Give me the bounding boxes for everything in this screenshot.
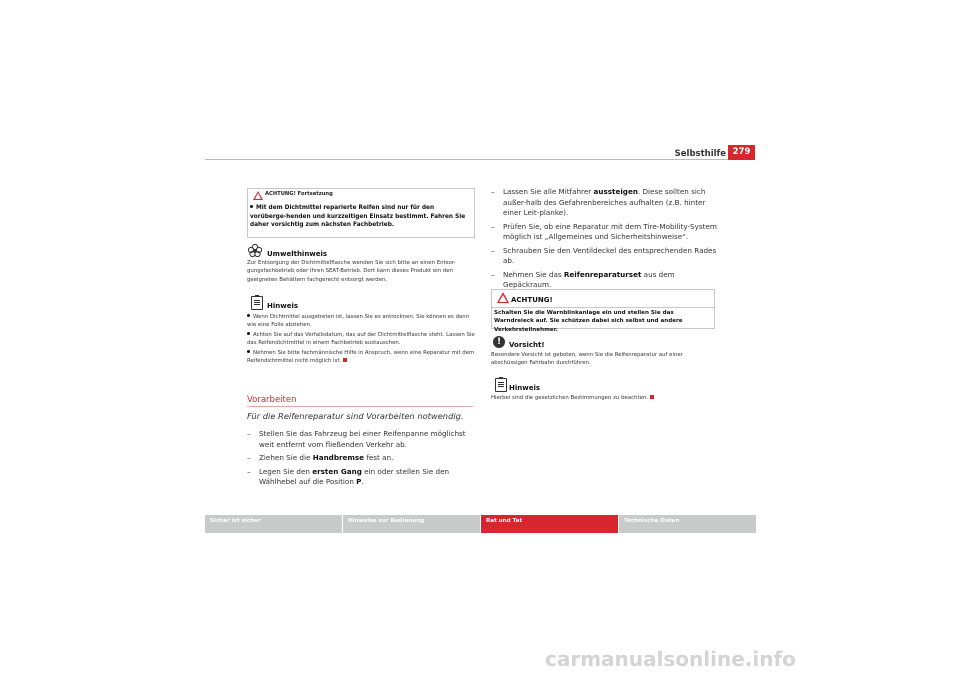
note-clipboard-icon	[495, 378, 507, 392]
tab-technische-daten[interactable]: Technische Daten	[619, 515, 756, 533]
bullet-icon	[250, 205, 253, 208]
dash-marker: –	[491, 245, 495, 255]
header-rule	[205, 159, 755, 160]
step-text: Prüfen Sie, ob eine Reparatur mit dem Tire-Mobility-System möglich ist „Allgemeines und Sicherheitshinweise“.	[503, 221, 717, 241]
step-text: . Diese sollten sich außer-halb des Gefahrenbereiches aufhalten (z.B. hinter einer Leit-planke).	[503, 187, 706, 217]
end-mark-icon	[343, 358, 347, 362]
warning-continued-text	[250, 204, 472, 230]
section-title: Vorarbeiten	[247, 395, 297, 405]
warning-continued-box	[247, 188, 475, 238]
list-item	[247, 331, 475, 348]
note-item-text: Hierbei sind die gesetzlichen Bestimmungen zu beachten.	[491, 395, 649, 401]
step-emphasis: Handbremse	[312, 453, 365, 462]
note-title: Hinweis	[509, 384, 541, 392]
note-item-text: Wenn Dichtmittel ausgetreten ist, lassen Sie es antrocknen. Sie können es dann wie eine Folie abziehen.	[247, 314, 470, 329]
caution-text: Besondere Vorsicht ist geboten, wenn Sie die Reifenreparatur auf einer abschüssigen Fahrbahn durchführen.	[491, 352, 683, 367]
step-emphasis: P	[356, 477, 362, 486]
page-title: Selbsthilfe	[674, 149, 726, 159]
list-item	[247, 467, 475, 488]
note-list	[247, 313, 475, 366]
bullet-icon	[247, 350, 250, 353]
step-text: Nehmen Sie das	[503, 269, 564, 279]
warning-box	[491, 289, 715, 333]
environment-title: Umwelthinweis	[267, 250, 328, 258]
step-text: Legen Sie den	[259, 466, 313, 476]
flower-icon	[248, 244, 262, 257]
note-item-text: Nehmen Sie bitte fachmännische Hilfe in Anspruch, wenn eine Reparatur mit dem Reifendichtmittel nicht möglich ist.	[247, 349, 475, 365]
tab-hinweise-zur-bedienung[interactable]: Hinweise zur Bedienung	[343, 515, 480, 533]
tab-sicher-ist-sicher[interactable]: Sicher ist sicher	[205, 515, 342, 533]
caution-title: Vorsicht!	[509, 341, 545, 349]
warning-triangle-icon	[497, 292, 509, 303]
bullet-icon	[247, 332, 250, 335]
dash-marker: –	[491, 187, 495, 196]
dash-marker: –	[491, 269, 495, 279]
exclamation-icon: !	[493, 336, 505, 348]
list-item	[247, 453, 475, 464]
note-item-text: Achten Sie auf das Verfallsdatum, das auf der Dichtmittelflasche steht. Lassen Sie das Reifendichtmittel in einem Fachbetrieb austauschen.	[247, 331, 475, 347]
list-item	[247, 429, 475, 450]
list-item	[491, 246, 719, 267]
list-item	[491, 222, 719, 243]
warning-text: Mit dem Dichtmittel reparierte Reifen sind nur für den vorüberge-henden und kurzzeitigen Einsatz bestimmt. Fahren Sie daher vorsichtig zum nächsten Fachbetrieb.	[250, 205, 466, 228]
list-item	[491, 187, 719, 219]
note-clipboard-icon	[251, 296, 263, 310]
step-emphasis: aussteigen	[593, 187, 638, 196]
warning-title: ACHTUNG!	[511, 296, 553, 304]
dash-marker: –	[247, 466, 251, 476]
note-title: Hinweis	[267, 302, 299, 310]
warning-continued-label: ACHTUNG! Fortsetzung	[265, 191, 333, 197]
step-text: Schrauben Sie den Ventildeckel des entsprechenden Rades ab.	[503, 245, 717, 265]
dash-marker: –	[247, 453, 251, 462]
warning-box-header	[248, 188, 474, 200]
list-item	[247, 349, 475, 366]
environment-text: Zur Entsorgung der Dichtmittelflasche wenden Sie sich bitte an einen Entsor-gungsfachbetrieb oder Ihren SEAT-Betrieb. Dort kann dieses Produkt ein den geeigneten Behältern fachgerecht entsorgt werden.	[247, 260, 456, 283]
warning-text: Schalten Sie die Warnblinkanlage ein und stellen Sie das Warndreieck auf. Sie schützen dabei sich selbst und andere Verkehrsteilnehmer.	[494, 310, 683, 333]
step-emphasis: Reifenreparaturset	[563, 269, 642, 279]
list-item	[491, 270, 719, 291]
warning-triangle-icon	[253, 191, 263, 200]
right-steps-list	[491, 187, 719, 294]
tab-rat-und-tat[interactable]: Rat und Tat	[481, 515, 618, 533]
step-text: Ziehen Sie die	[259, 453, 313, 462]
dash-marker: –	[247, 429, 251, 438]
section-rule	[247, 406, 473, 407]
end-mark-icon	[650, 395, 654, 399]
list-item	[247, 313, 475, 330]
left-steps-list	[247, 429, 475, 491]
step-text: Lassen Sie alle Mitfahrer	[503, 187, 594, 196]
dash-marker: –	[491, 221, 495, 231]
step-text: Stellen Sie das Fahrzeug bei einer Reifenpanne möglichst weit entfernt vom fließenden Verkehr ab.	[259, 429, 466, 449]
step-text: aus dem Gepäckraum.	[503, 269, 675, 289]
page-number: 279	[728, 145, 755, 160]
warning-divider	[492, 307, 714, 308]
step-text: fest an.	[364, 453, 394, 462]
bullet-icon	[247, 314, 250, 317]
section-subtitle: Für die Reifenreparatur sind Vorarbeiten notwendig.	[247, 411, 464, 421]
watermark: carmanualsonline.info	[545, 647, 796, 671]
step-emphasis: ersten Gang	[312, 466, 362, 476]
step-text: ein oder stellen Sie den Wählhebel auf die Position	[259, 466, 450, 486]
step-text: .	[361, 477, 364, 486]
note-text	[491, 394, 719, 402]
